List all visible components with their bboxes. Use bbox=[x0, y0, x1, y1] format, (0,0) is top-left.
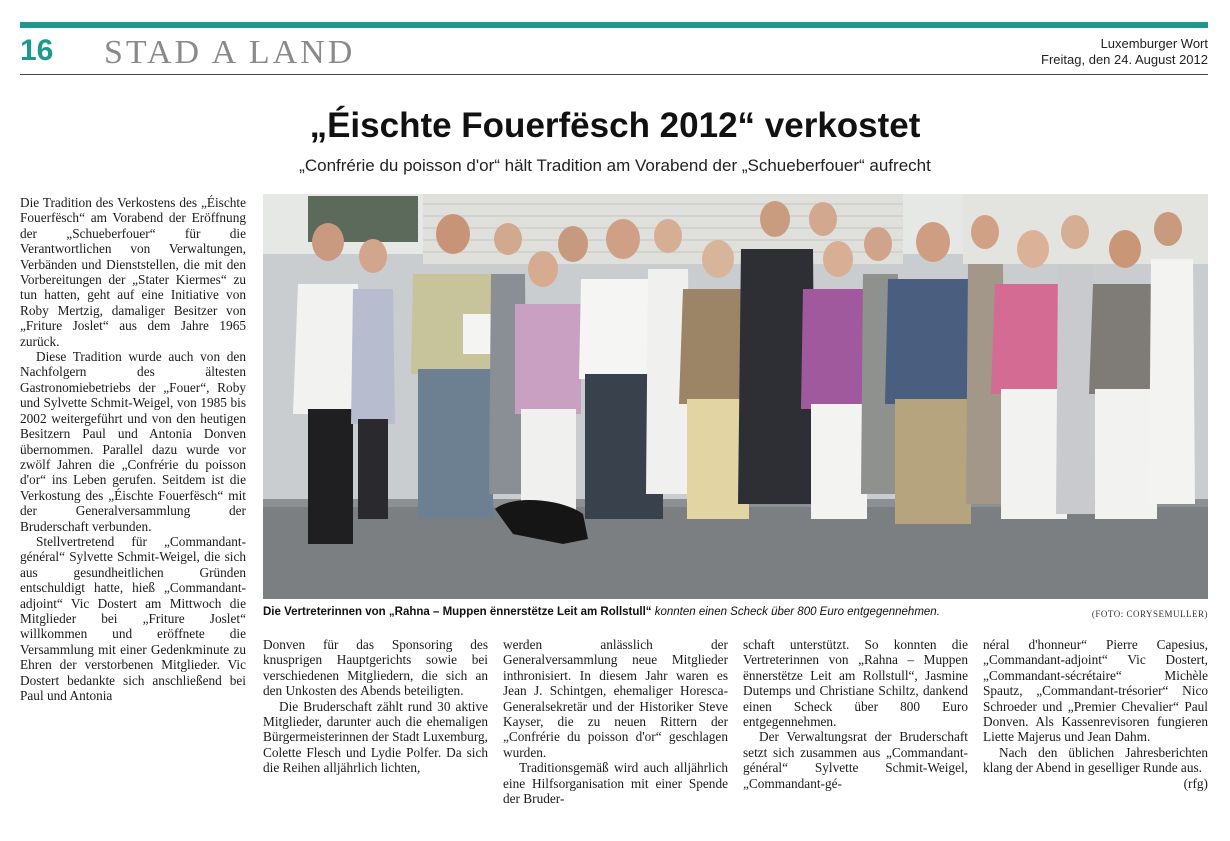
photo-caption bbox=[263, 606, 1208, 618]
issue-date: Freitag, den 24. August 2012 bbox=[1041, 52, 1208, 67]
paragraph bbox=[983, 744, 1208, 791]
top-accent-rule bbox=[20, 22, 1208, 28]
paragraph: Stellvertretend für „Commandant-général“ Sylvette Schmit-Weigel, die sich aus gesundheitlichen Gründen entschuldigt hatte, hieß „Commandant-adjoint“ Vic Dostert am Mittwoch die Mitglieder bei „Friture Joslet“ willkommen und eröffnete die Versammlung mit einer Gedenkminute zu Ehren der verstorbenen Mitglieder. Vic Dostert bedankte sich anschließend bei Paul und Antonia bbox=[20, 533, 246, 703]
newspaper-name: Luxemburger Wort bbox=[1100, 36, 1208, 51]
paragraph: werden anlässlich der Generalversammlung neue Mitglieder inthronisiert. In diesem Jahr waren es Jean J. Schintgen, ehemaliger Horesca-Generalsekretär und der Historiker Steve Kayser, die zu neuen Rittern der „Confrérie du poisson d'or“ geschlagen wurden. bbox=[503, 637, 728, 760]
page-number: 16 bbox=[20, 34, 54, 67]
photo-credit: (FOTO: CORYSEMULLER) bbox=[1091, 609, 1208, 619]
paragraph: néral d'honneur“ Pierre Capesius, „Commandant-adjoint“ Vic Dostert, „Commandant-sécrétaire“ Michèle Spautz, „Commandant-trésorier“ Nico Schroeder und „Premier Chevalier“ Paul Donven. Als Kassenrevisoren fungieren Liette Majerus und Jean Dahm. bbox=[983, 637, 1208, 745]
paragraph: Diese Tradition wurde auch von den Nachfolgern des ältesten Gastronomiebetriebs der „Fouer“, Roby und Sylvette Schmit-Weigel, von 1985 bis 2002 weitergeführt und von den heutigen Besitzern Paul und Antonia Donven übernommen. Parallel dazu wurde vor zwölf Jahren die „Confrérie du poisson d'or“ ins Leben gerufen. Seitdem ist die Verkostung des „Éischte Fouerfësch“ mit der Generalversammlung der Bruderschaft verbunden. bbox=[20, 349, 246, 534]
text-column-3 bbox=[503, 637, 728, 806]
text-column-5 bbox=[983, 637, 1208, 791]
paragraph: Der Verwaltungsrat der Bruderschaft setzt sich zusammen aus „Commandant-général“ Sylvette Schmit-Weigel, „Commandant-gé- bbox=[743, 729, 968, 791]
text-column-4 bbox=[743, 637, 968, 791]
headline: „Éischte Fouerfësch 2012“ verkostet bbox=[309, 106, 921, 145]
header-rule bbox=[20, 74, 1208, 75]
text-column-2 bbox=[263, 637, 488, 776]
caption-text: konnten einen Scheck über 800 Euro entgegennehmen. bbox=[651, 606, 940, 618]
text-column-1 bbox=[20, 195, 246, 703]
paragraph: Donven für das Sponsoring des knusprigen Hauptgerichts sowie bei verschiedenen Mitgliedern, die sich an den Unkosten des Abends beteiligten. bbox=[263, 637, 488, 699]
paragraph: Die Tradition des Verkostens des „Éischte Fouerfësch“ am Vorabend der Eröffnung der „Schueberfouer“ für die Verantwortlichen von Verwaltungen, Verbänden und Dienststellen, die mit den Vorbereitungen der „Stater Kiermes“ zu tun hatten, geht auf eine Initiative von Roby Mertzig, damaliger Besitzer von „Friture Joslet“ aus dem Jahre 1965 zurück. bbox=[20, 195, 246, 349]
newspaper-info bbox=[1041, 36, 1208, 68]
closing-text: Nach den üblichen Jahresberichten klang der Abend in geselliger Runde aus. bbox=[983, 744, 1208, 776]
paragraph: Traditionsgemäß wird auch alljährlich eine Hilfsorganisation mit einer Spende der Bruder- bbox=[503, 760, 728, 807]
author-signature: (rfg) bbox=[1183, 775, 1208, 791]
caption-highlight: Die Vertreterinnen von „Rahna – Muppen ënnerstëtze Leit am Rollstull“ bbox=[263, 606, 652, 618]
paragraph: schaft unterstützt. So konnten die Vertreterinnen von „Rahna – Muppen ënnerstëtze Leit am Rollstull“, Jasmine Dutemps und Christiane Schiltz, dankend einen Scheck über 800 Euro entgegennehmen. bbox=[743, 637, 968, 730]
paragraph: Die Bruderschaft zählt rund 30 aktive Mitglieder, darunter auch die ehemaligen Bürgermeisterinnen der Stadt Luxemburg, Colette Flesch und Lydie Polfer. Da sich die Reihen alljährlich lichten, bbox=[263, 698, 488, 776]
section-title: STAD A LAND bbox=[104, 34, 356, 71]
subheadline: „Confrérie du poisson d'or“ hält Tradition am Vorabend der „Schueberfouer“ aufrecht bbox=[299, 156, 931, 175]
group-photo bbox=[263, 194, 1208, 599]
